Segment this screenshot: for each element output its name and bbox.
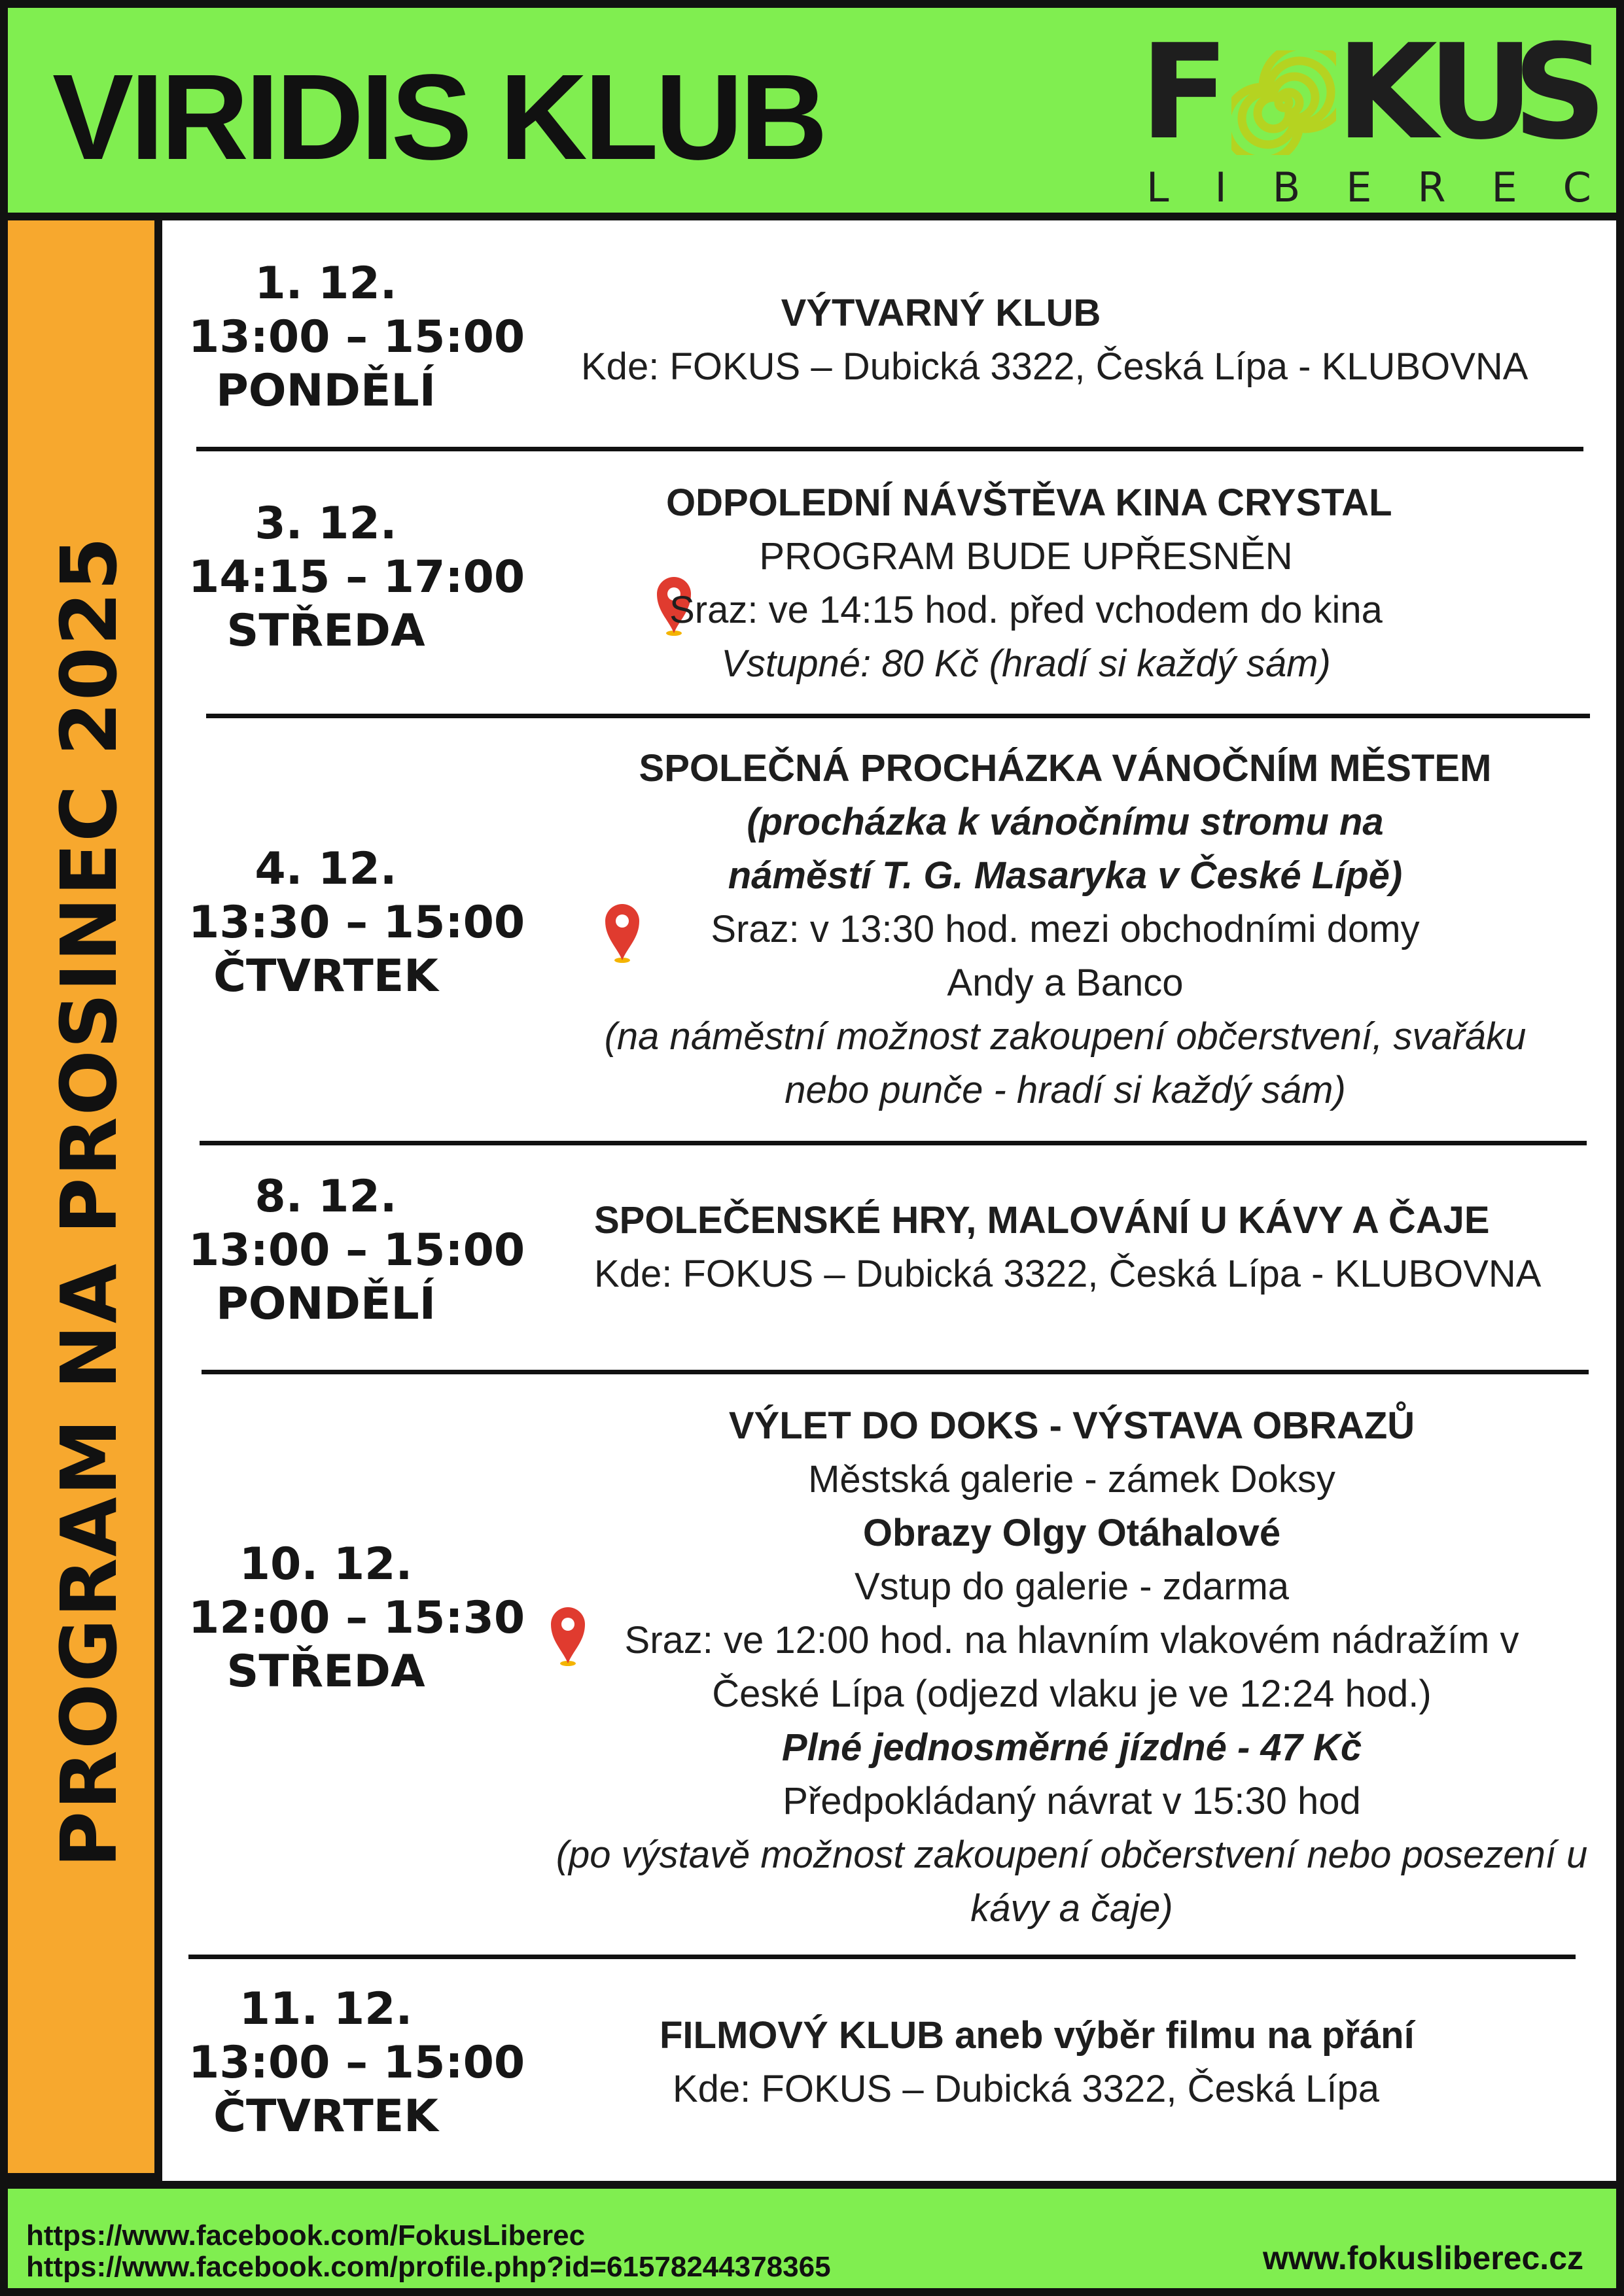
event-date: 3. 12. xyxy=(255,498,397,549)
event-location: Kde: FOKUS – Dubická 3322, Česká Lípa - KLUBOVNA xyxy=(581,345,1528,388)
event-meeting-point: Sraz: ve 12:00 hod. na hlavním vlakovém nádražím v xyxy=(624,1619,1519,1661)
event-note: kávy a čaje) xyxy=(970,1887,1173,1930)
event-details xyxy=(594,1194,1542,1301)
event-meeting-point: Sraz: ve 14:15 hod. před vchodem do kina xyxy=(669,589,1383,631)
event-details xyxy=(666,476,1392,691)
logo-city-letter: L xyxy=(1146,164,1169,211)
fokus-logo xyxy=(1140,16,1608,211)
event-note: (na náměstní možnost zakoupení občerstvení, svařáku xyxy=(604,1015,1527,1058)
page-title: VIRIDIS KLUB xyxy=(52,50,825,185)
logo-city-letter: B xyxy=(1272,164,1301,211)
logo-word xyxy=(1140,16,1608,169)
event-price: Plné jednosměrné jízdné - 47 Kč xyxy=(781,1726,1362,1769)
event-item xyxy=(162,1145,1616,1370)
swirl-icon xyxy=(1231,50,1336,155)
event-day: STŘEDA xyxy=(226,1646,425,1697)
event-title: ODPOLEDNÍ NÁVŠTĚVA KINA CRYSTAL xyxy=(666,481,1392,524)
event-line: České Lípa (odjezd vlaku je ve 12:24 hod.) xyxy=(712,1673,1432,1715)
event-date: 1. 12. xyxy=(255,258,397,309)
event-time: 12:00 – 15:30 xyxy=(188,1592,525,1644)
logo-city-letter: E xyxy=(1346,164,1372,211)
footer xyxy=(0,2181,1624,2296)
event-item xyxy=(162,220,1616,449)
event-line: Předpokládaný návrat v 15:30 hod xyxy=(783,1780,1361,1822)
event-time: 14:15 – 17:00 xyxy=(188,551,525,603)
event-location: Kde: FOKUS – Dubická 3322, Česká Lípa - KLUBOVNA xyxy=(594,1253,1542,1295)
event-note: nebo punče - hradí si každý sám) xyxy=(785,1069,1346,1111)
event-day: ČTVRTEK xyxy=(213,2091,438,2142)
event-title: VÝTVARNÝ KLUB xyxy=(781,292,1101,334)
event-date: 11. 12. xyxy=(239,1983,413,2035)
event-item xyxy=(162,451,1616,716)
event-details xyxy=(594,742,1536,1117)
event-line: Městská galerie - zámek Doksy xyxy=(808,1458,1335,1501)
event-details xyxy=(555,1399,1589,1936)
event-time: 13:00 – 15:00 xyxy=(188,311,525,363)
event-price: Vstupné: 80 Kč (hradí si každý sám) xyxy=(721,642,1331,685)
event-item xyxy=(162,1374,1616,1957)
event-item xyxy=(162,1959,1616,2181)
logo-city-letter: R xyxy=(1417,164,1446,211)
logo-letter-u: U xyxy=(1428,16,1534,169)
event-title: FILMOVÝ KLUB aneb výběr filmu na přání xyxy=(660,2014,1415,2057)
event-time: 13:00 – 15:00 xyxy=(188,2037,525,2089)
divider xyxy=(200,1141,1587,1145)
logo-letter-f: F xyxy=(1140,16,1229,169)
event-title: SPOLEČNÁ PROCHÁZKA VÁNOČNÍM MĚSTEM xyxy=(639,747,1492,790)
event-datetime xyxy=(188,843,525,1003)
event-line: Vstup do galerie - zdarma xyxy=(854,1565,1290,1608)
logo-letter-k: K xyxy=(1336,16,1438,169)
event-subtitle: Obrazy Olgy Otáhalové xyxy=(862,1512,1281,1554)
event-datetime xyxy=(188,1983,525,2144)
event-note: (po výstavě možnost zakoupení občerstvení nebo posezení u xyxy=(556,1834,1588,1876)
facebook-profile-link[interactable]: https://www.facebook.com/profile.php?id=61578244378365 xyxy=(26,2251,831,2283)
logo-city-letter: C xyxy=(1562,164,1591,211)
sidebar-heading: PROGRAM NA PROSINEC 2025 xyxy=(44,535,134,1868)
event-subtitle: (procházka k vánočnímu stromu na xyxy=(747,801,1384,843)
logo-letter-s: S xyxy=(1513,16,1608,169)
event-datetime xyxy=(188,497,525,658)
event-datetime xyxy=(188,1538,525,1699)
logo-city-letter: I xyxy=(1214,164,1227,211)
divider xyxy=(188,1955,1576,1959)
event-datetime xyxy=(188,1170,525,1331)
divider xyxy=(202,1370,1589,1374)
event-subtitle: náměstí T. G. Masaryka v České Lípě) xyxy=(728,854,1403,897)
event-title: SPOLEČENSKÉ HRY, MALOVÁNÍ U KÁVY A ČAJE xyxy=(594,1199,1490,1242)
event-details xyxy=(581,287,1528,394)
event-date: 8. 12. xyxy=(255,1171,397,1223)
event-meeting-point: Sraz: v 13:30 hod. mezi obchodními domy xyxy=(711,908,1420,950)
divider xyxy=(206,714,1590,718)
event-location: Kde: FOKUS – Dubická 3322, Česká Lípa xyxy=(672,2068,1380,2110)
event-time: 13:30 – 15:00 xyxy=(188,897,525,948)
footer-links xyxy=(26,2220,831,2283)
header-banner xyxy=(0,0,1624,220)
facebook-link[interactable]: https://www.facebook.com/FokusLiberec xyxy=(26,2219,586,2252)
logo-city-letter: E xyxy=(1491,164,1517,211)
event-day: PONDĚLÍ xyxy=(215,365,436,417)
event-title: VÝLET DO DOKS - VÝSTAVA OBRAZŮ xyxy=(728,1404,1415,1447)
event-time: 13:00 – 15:00 xyxy=(188,1225,525,1276)
frame-border xyxy=(1616,220,1624,2181)
event-date: 4. 12. xyxy=(255,843,397,895)
sidebar xyxy=(0,220,162,2181)
event-date: 10. 12. xyxy=(239,1539,413,1590)
event-line: Andy a Banco xyxy=(947,962,1184,1004)
event-day: STŘEDA xyxy=(226,605,425,657)
divider xyxy=(196,447,1583,451)
event-line: PROGRAM BUDE UPŘESNĚN xyxy=(759,535,1293,578)
event-details xyxy=(660,2009,1415,2116)
website-link[interactable]: www.fokusliberec.cz xyxy=(1263,2240,1583,2276)
event-day: PONDĚLÍ xyxy=(215,1278,436,1330)
event-day: ČTVRTEK xyxy=(213,950,438,1002)
event-item xyxy=(162,718,1616,1143)
event-datetime xyxy=(188,257,525,418)
logo-city xyxy=(1146,165,1591,211)
